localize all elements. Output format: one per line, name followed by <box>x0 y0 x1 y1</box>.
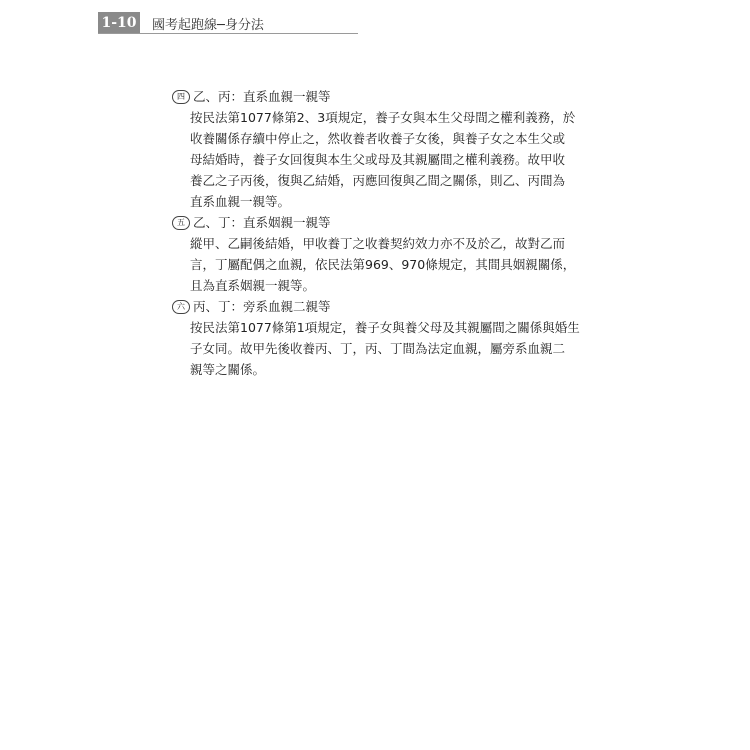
item-heading-row <box>172 212 592 233</box>
item-heading: 乙、丁：直系姻親一親等 <box>193 215 331 230</box>
item-paragraph <box>172 317 592 380</box>
running-header-title: 國考起跑線─身分法 <box>152 18 264 33</box>
text-line: 子女同。故甲先後收養丙、丁，丙、丁間為法定血親，屬旁系血親二 <box>190 341 566 356</box>
text-line: 養乙之子丙後，復與乙結婚，丙應回復與乙間之關係，則乙、丙間為 <box>190 173 566 188</box>
header-rule <box>98 33 358 34</box>
text-line: 收養關係存續中停止之，然收養者收養子女後，與養子女之本生父或 <box>190 131 566 146</box>
text-line: 縱甲、乙嗣後結婚，甲收養丁之收養契約效力亦不及於乙，故對乙而 <box>190 236 566 251</box>
page-body <box>172 86 592 380</box>
item-heading: 丙、丁：旁系血親二親等 <box>193 299 331 314</box>
item-marker-icon: 五 <box>172 216 190 230</box>
item-heading-row <box>172 296 592 317</box>
text-line: 按民法第1077條第2、3項規定，養子女與本生父母間之權利義務，於 <box>190 110 576 125</box>
answer-item <box>172 86 592 212</box>
text-line: 言，丁屬配偶之血親，依民法第969、970條規定，其間具姻親關係， <box>190 257 576 272</box>
text-line: 按民法第1077條第1項規定，養子女與養父母及其親屬間之關係與婚生 <box>190 320 580 335</box>
item-heading-row <box>172 86 592 107</box>
item-paragraph <box>172 107 592 212</box>
text-line: 親等之關係。 <box>190 362 266 377</box>
page-number: 1-10 <box>98 12 140 34</box>
item-paragraph <box>172 233 592 296</box>
item-heading: 乙、丙：直系血親一親等 <box>193 89 331 104</box>
item-marker-icon: 六 <box>172 300 190 314</box>
text-line: 且為直系姻親一親等。 <box>190 278 316 293</box>
text-line: 母結婚時，養子女回復與本生父或母及其親屬間之權利義務。故甲收 <box>190 152 566 167</box>
answer-item <box>172 296 592 380</box>
text-line: 直系血親一親等。 <box>190 194 291 209</box>
item-marker-icon: 四 <box>172 90 190 104</box>
answer-item <box>172 212 592 296</box>
